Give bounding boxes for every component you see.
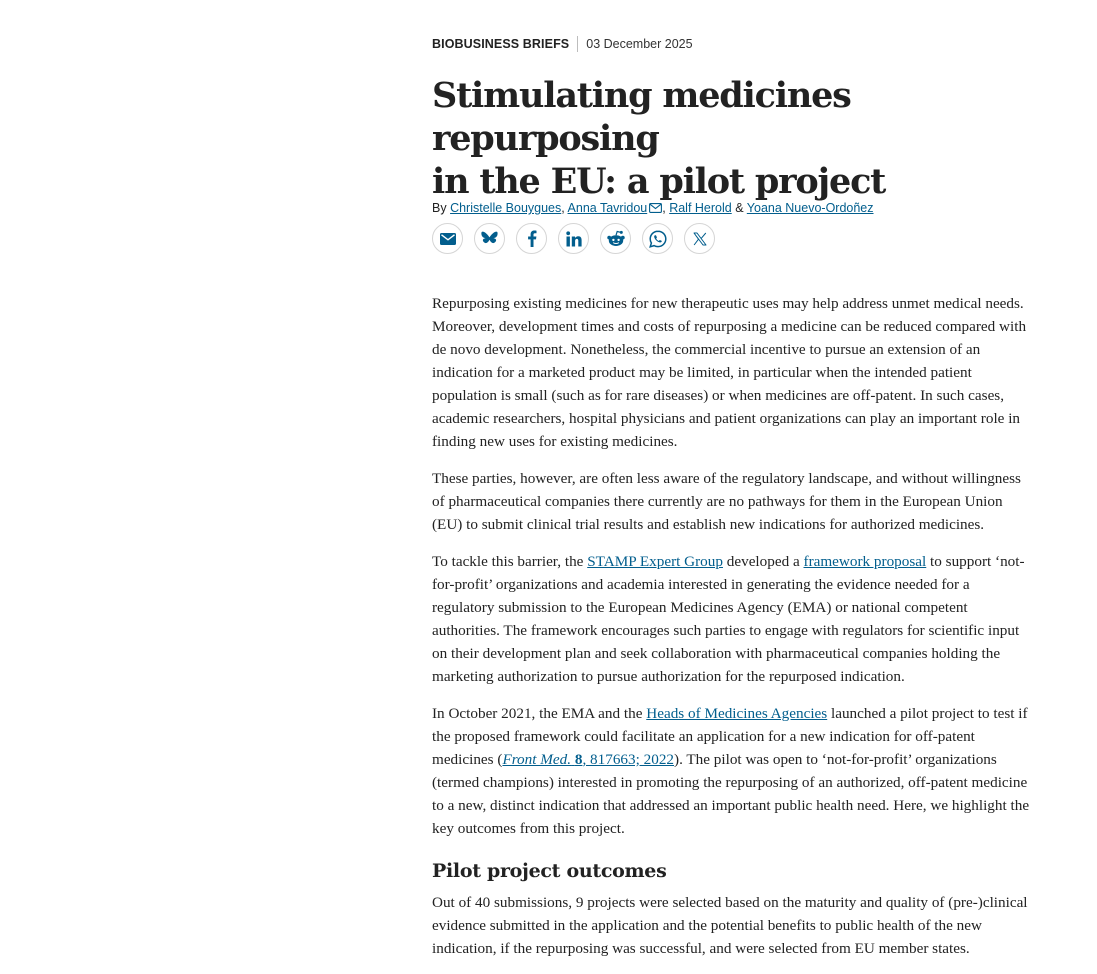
title-line-1: Stimulating medicines repurposing <box>432 75 851 159</box>
publication-date: 03 December 2025 <box>586 37 693 51</box>
body-paragraph: These parties, however, are often less aware of the regulatory landscape, and without willingness of pharmaceutical companies there currently are no pathways for them in the European Union (EU) to submit clinical trial results and establish new indications for authorized medicines. <box>432 470 1021 533</box>
paragraph-text: To tackle this barrier, the <box>432 553 588 570</box>
citation-link[interactable] <box>502 751 674 768</box>
article-type: BIOBUSINESS BRIEFS <box>432 37 570 51</box>
body-paragraph: Repurposing existing medicines for new therapeutic uses may help address unmet medical needs. Moreover, development times and costs of repurposing a medicine can be reduced compared with de novo development. Nonetheless, the commercial incentive to pursue an extension of an indication for a marketed product may be limited, in particular when the intended patient population is small (such as for rare diseases) or when medicines are off-patent. In such cases, academic researchers, hospital physicians and patient organizations can play an important role in finding new uses for existing medicines. <box>432 295 1027 450</box>
section-heading: Pilot project outcomes <box>432 860 667 882</box>
author-link[interactable]: Ralf Herold <box>669 201 732 215</box>
author-link[interactable]: Christelle Bouygues <box>450 201 562 215</box>
paragraph-text: to support ‘not-for-profit’ organizations and academia interested in generating the evidence needed for a regulatory submission to the European Medicines Agency (EMA) or national competent authorities. The framework encourages such parties to engage with regulators for scientific input on their development plan and seek collaboration with pharmaceutical companies holding the marketing authorization to pursue authorization for the repurposed indication. <box>432 553 1025 685</box>
title-line-2: in the EU: a pilot project <box>432 161 886 202</box>
share-whatsapp-button[interactable] <box>642 223 673 254</box>
citation-details: , 817663; 2022 <box>582 751 675 768</box>
whatsapp-icon <box>649 230 667 248</box>
linkedin-icon <box>566 231 582 247</box>
author-ampersand: & <box>735 201 744 215</box>
author-link[interactable]: Anna Tavridou <box>567 201 648 215</box>
article-body <box>432 292 1032 974</box>
share-bluesky-button[interactable] <box>474 223 505 254</box>
bluesky-icon <box>481 231 498 246</box>
paragraph-text: In October 2021, the EMA and the <box>432 705 647 722</box>
share-linkedin-button[interactable] <box>558 223 589 254</box>
article-meta <box>432 35 693 53</box>
facebook-icon <box>527 230 537 247</box>
citation-volume: 8 <box>574 751 583 768</box>
x-icon <box>693 232 707 246</box>
corresponding-author-email-icon[interactable] <box>649 201 662 217</box>
reddit-icon <box>606 230 626 247</box>
author-separator: , <box>561 201 565 215</box>
share-buttons <box>432 223 726 254</box>
citation-journal: Front Med. <box>502 751 572 768</box>
share-x-button[interactable] <box>684 223 715 254</box>
share-email-button[interactable] <box>432 223 463 254</box>
framework-proposal-link[interactable]: framework proposal <box>803 553 927 570</box>
paragraph-text: launched a pilot project to test if the proposed framework could facilitate an application for a new indication for off-patent medicines ( <box>432 705 1028 768</box>
paragraph-text: developed a <box>722 553 804 570</box>
paragraph-text: ). The pilot was open to ‘not-for-profit’ organizations (termed champions) interested in promoting the repurposing of an authorized, off-patent medicine to a new, distinct indication that addressed an important public health need. Here, we highlight the key outcomes from this project. <box>432 751 1030 837</box>
email-icon <box>440 233 456 245</box>
meta-divider <box>577 36 578 52</box>
body-paragraph <box>432 702 1032 840</box>
author-link[interactable]: Yoana Nuevo-Ordoñez <box>746 201 874 215</box>
share-reddit-button[interactable] <box>600 223 631 254</box>
heads-of-medicines-agencies-link[interactable]: Heads of Medicines Agencies <box>646 705 828 722</box>
stamp-expert-group-link[interactable]: STAMP Expert Group <box>587 553 723 570</box>
body-paragraph <box>432 550 1032 688</box>
author-list <box>432 200 874 217</box>
author-separator: , <box>662 201 666 215</box>
by-label: By <box>432 201 447 215</box>
body-paragraph: Out of 40 submissions, 9 projects were selected based on the maturity and quality of (pre-)clinical evidence submitted in the application and the potential benefits to public health of the new indication, if the repurposing was successful, and were selected from EU member states. <box>432 894 1028 957</box>
share-facebook-button[interactable] <box>516 223 547 254</box>
article-title <box>432 74 1032 203</box>
